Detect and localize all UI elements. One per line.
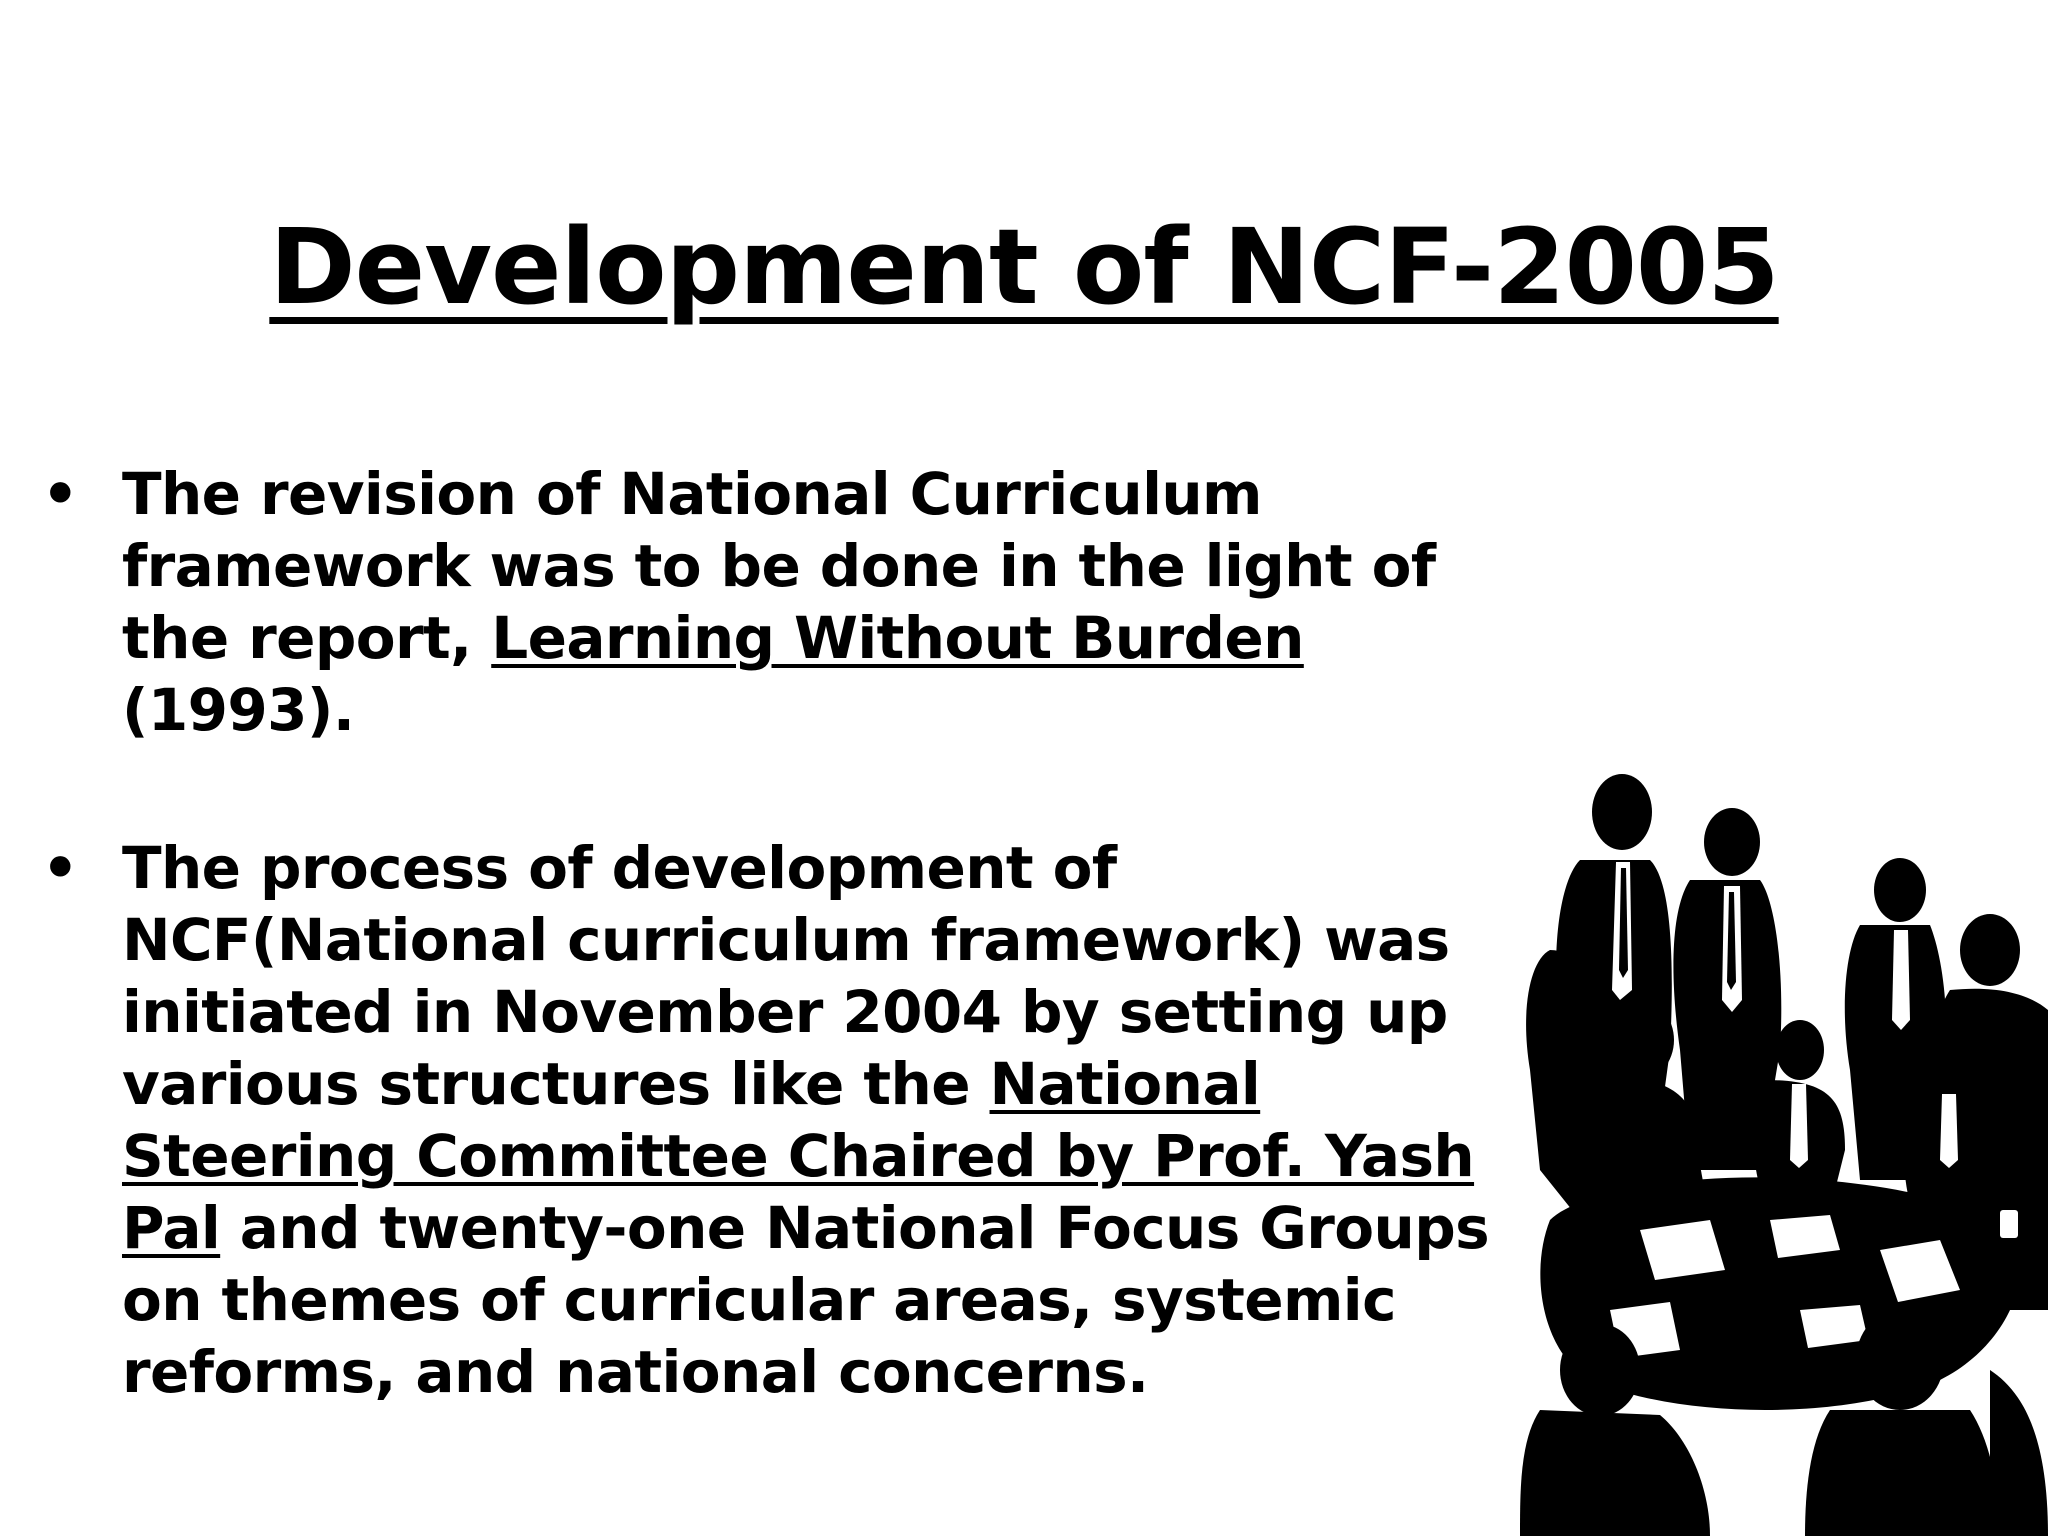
bullet-list	[40, 458, 1530, 1408]
bullet-dot-icon: •	[41, 834, 79, 902]
meeting-silhouette-image	[1520, 750, 2048, 1536]
bullet-item-1	[40, 458, 1530, 746]
bullet-2-underlined-text: National Steering Committee Chaired by Prof. Yash Pal	[122, 1050, 1475, 1262]
bullet-1-text: The revision of National Curriculum framework was to be done in the light of the report,	[122, 460, 1436, 672]
bullet-2-text-end: and twenty-one National Focus Groups on themes of curricular areas, systemic reforms, and national concerns.	[122, 1194, 1490, 1406]
bullet-1-underlined-text: Learning Without Burden	[491, 604, 1304, 672]
bullet-dot-icon: •	[41, 460, 79, 528]
slide-title	[0, 205, 2048, 328]
bullet-1-text-end: (1993).	[122, 676, 355, 744]
bullet-item-2	[40, 832, 1530, 1408]
bullet-2-text: The process of development of NCF(National curriculum framework) was initiated in November 2004 by setting up various structures like the	[122, 834, 1450, 1118]
slide-title-text: Development of NCF-2005	[269, 205, 1779, 328]
